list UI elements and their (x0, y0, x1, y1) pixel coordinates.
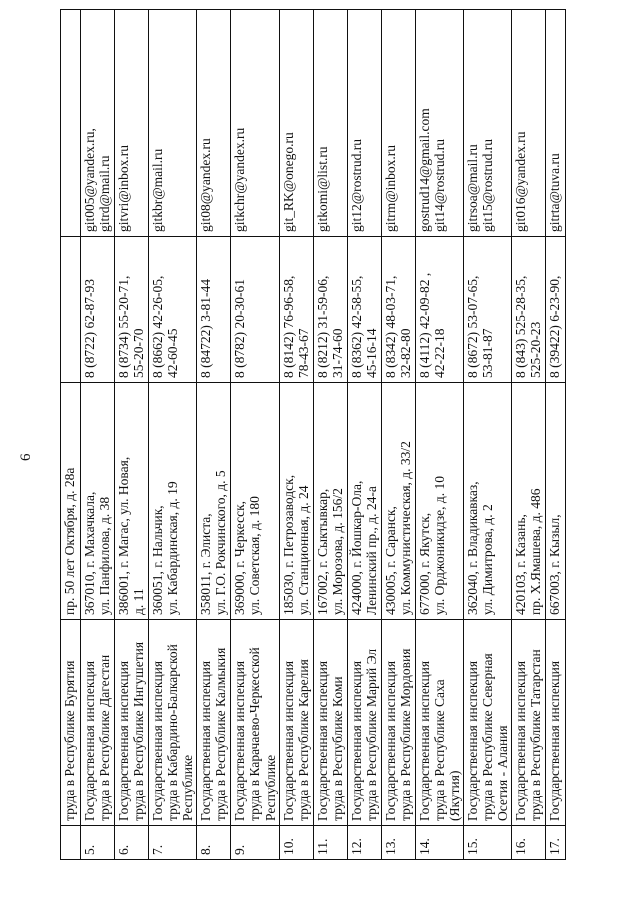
address-cell: 358011, г. Элиста, ул. Г.О. Рокчинского, д. 5 (197, 383, 231, 620)
phone-cell: 8 (8142) 76-96-58, 78-43-67 (279, 237, 313, 383)
email-cell (61, 10, 81, 237)
row-number-cell: 13. (381, 826, 415, 860)
address-cell: 185030, г. Петрозаводск, ул. Станционная, д. 24 (279, 383, 313, 620)
table-row (197, 10, 231, 860)
row-number-cell: 15. (463, 826, 511, 860)
row-number-cell: 17. (546, 826, 566, 860)
address-cell: 386001, г. Магас, ул. Новая, д. 11 (115, 383, 149, 620)
inspection-name-cell: труда в Республике Бурятия (61, 620, 81, 826)
table-row (546, 10, 566, 860)
phone-cell: 8 (843) 525-28-35, 525-20-23 (512, 237, 546, 383)
email-cell: gitrsoa@mail.ru git15@rostrud.ru (463, 10, 511, 237)
email-cell: git005@yandex.ru, gitrd@mail.ru (81, 10, 115, 237)
page-number: 6 (18, 453, 34, 461)
row-number-cell: 9. (231, 826, 279, 860)
inspection-name-cell: Государственная инспекция труда в Карачаево-Черкесской Республике (231, 620, 279, 826)
inspection-name-cell: Государственная инспекция труда в Республике Татарстан (512, 620, 546, 826)
phone-cell: 8 (8662) 42-26-05, 42-60-45 (149, 237, 197, 383)
address-cell: 424000, г. Йошкар-Ола, Ленинский пр., д. 24-а (347, 383, 381, 620)
address-cell: 667003, г. Кызыл, (546, 383, 566, 620)
row-number-cell: 6. (115, 826, 149, 860)
phone-cell: 8 (8734) 55-20-71, 55-20-70 (115, 237, 149, 383)
table-row (347, 10, 381, 860)
phone-cell: 8 (84722) 3-81-44 (197, 237, 231, 383)
table-row (313, 10, 347, 860)
inspection-name-cell: Государственная инспекция труда в Кабардино-Балкарской Республике (149, 620, 197, 826)
address-cell: пр. 50 лет Октября, д. 28а (61, 383, 81, 620)
email-cell: git12@rostrud.ru (347, 10, 381, 237)
inspection-name-cell: Государственная инспекция труда в Республике Марий Эл (347, 620, 381, 826)
email-cell: git08@yandex.ru (197, 10, 231, 237)
table-row (149, 10, 197, 860)
table-body (61, 10, 566, 860)
phone-cell: 8 (8342) 48-03-71, 32-82-80 (381, 237, 415, 383)
address-cell: 167002, г. Сыктывкар, ул. Морозова, д. 156/2 (313, 383, 347, 620)
inspection-name-cell: Государственная инспекция труда в Республике Дагестан (81, 620, 115, 826)
email-cell: gitvri@inbox.ru (115, 10, 149, 237)
phone-cell: 8 (4112) 42-09-82 , 42-22-18 (415, 237, 463, 383)
phone-cell: 8 (8782) 20-30-61 (231, 237, 279, 383)
table-row (279, 10, 313, 860)
email-cell: gostrud14@gmail.com git14@rostrud.ru (415, 10, 463, 237)
table-row (512, 10, 546, 860)
table-row (231, 10, 279, 860)
row-number-cell (61, 826, 81, 860)
row-number-cell: 11. (313, 826, 347, 860)
phone-cell: 8 (8672) 53-07-65, 53-81-87 (463, 237, 511, 383)
row-number-cell: 14. (415, 826, 463, 860)
row-number-cell: 16. (512, 826, 546, 860)
inspection-name-cell: Государственная инспекция труда в Республике Северная Осетия - Алания (463, 620, 511, 826)
email-cell: gitrm@inbox.ru (381, 10, 415, 237)
row-number-cell: 10. (279, 826, 313, 860)
phone-cell: 8 (8212) 31-59-06, 31-74-60 (313, 237, 347, 383)
address-cell: 360051, г. Нальчик, ул. Кабардинская, д. 19 (149, 383, 197, 620)
row-number-cell: 8. (197, 826, 231, 860)
table-row (81, 10, 115, 860)
row-number-cell: 5. (81, 826, 115, 860)
table-row (381, 10, 415, 860)
email-cell: git_RK@onego.ru (279, 10, 313, 237)
email-cell: gitkchr@yandex.ru (231, 10, 279, 237)
email-cell: gitkomi@list.ru (313, 10, 347, 237)
table-row (463, 10, 511, 860)
inspection-name-cell: Государственная инспекция труда в Республике Мордовия (381, 620, 415, 826)
phone-cell (61, 237, 81, 383)
inspection-name-cell: Государственная инспекция труда в Республике Коми (313, 620, 347, 826)
row-number-cell: 12. (347, 826, 381, 860)
labor-inspection-table (60, 9, 566, 860)
address-cell: 362040, г. Владикавказ, ул. Димитрова, д. 2 (463, 383, 511, 620)
phone-cell: 8 (8362) 42-58-55, 45-16-14 (347, 237, 381, 383)
inspection-name-cell: Государственная инспекция (546, 620, 566, 826)
inspection-name-cell: Государственная инспекция труда в Республике Калмыкия (197, 620, 231, 826)
phone-cell: 8 (8722) 62-87-93 (81, 237, 115, 383)
inspection-name-cell: Государственная инспекция труда в Республике Карелия (279, 620, 313, 826)
phone-cell: 8 (39422) 6-23-90, (546, 237, 566, 383)
email-cell: gitkbr@mail.ru (149, 10, 197, 237)
address-cell: 367010, г. Махачкала, ул. Панфилова, д. 38 (81, 383, 115, 620)
table-row-continued (61, 10, 81, 860)
table-row (115, 10, 149, 860)
address-cell: 420103, г. Казань, пр. Х.Ямашева, д. 486 (512, 383, 546, 620)
inspection-name-cell: Государственная инспекция труда в Республике Саха (Якутия) (415, 620, 463, 826)
email-cell: gitrta@tuva.ru (546, 10, 566, 237)
address-cell: 369000, г. Черкесск, ул. Советская, д. 180 (231, 383, 279, 620)
table-row (415, 10, 463, 860)
email-cell: git016@yandex.ru (512, 10, 546, 237)
address-cell: 677000, г. Якутск, ул. Орджоникидзе, д. 10 (415, 383, 463, 620)
address-cell: 430005, г. Саранск, ул. Коммунистическая, д. 33/2 (381, 383, 415, 620)
row-number-cell: 7. (149, 826, 197, 860)
inspection-name-cell: Государственная инспекция труда в Республике Ингушетия (115, 620, 149, 826)
